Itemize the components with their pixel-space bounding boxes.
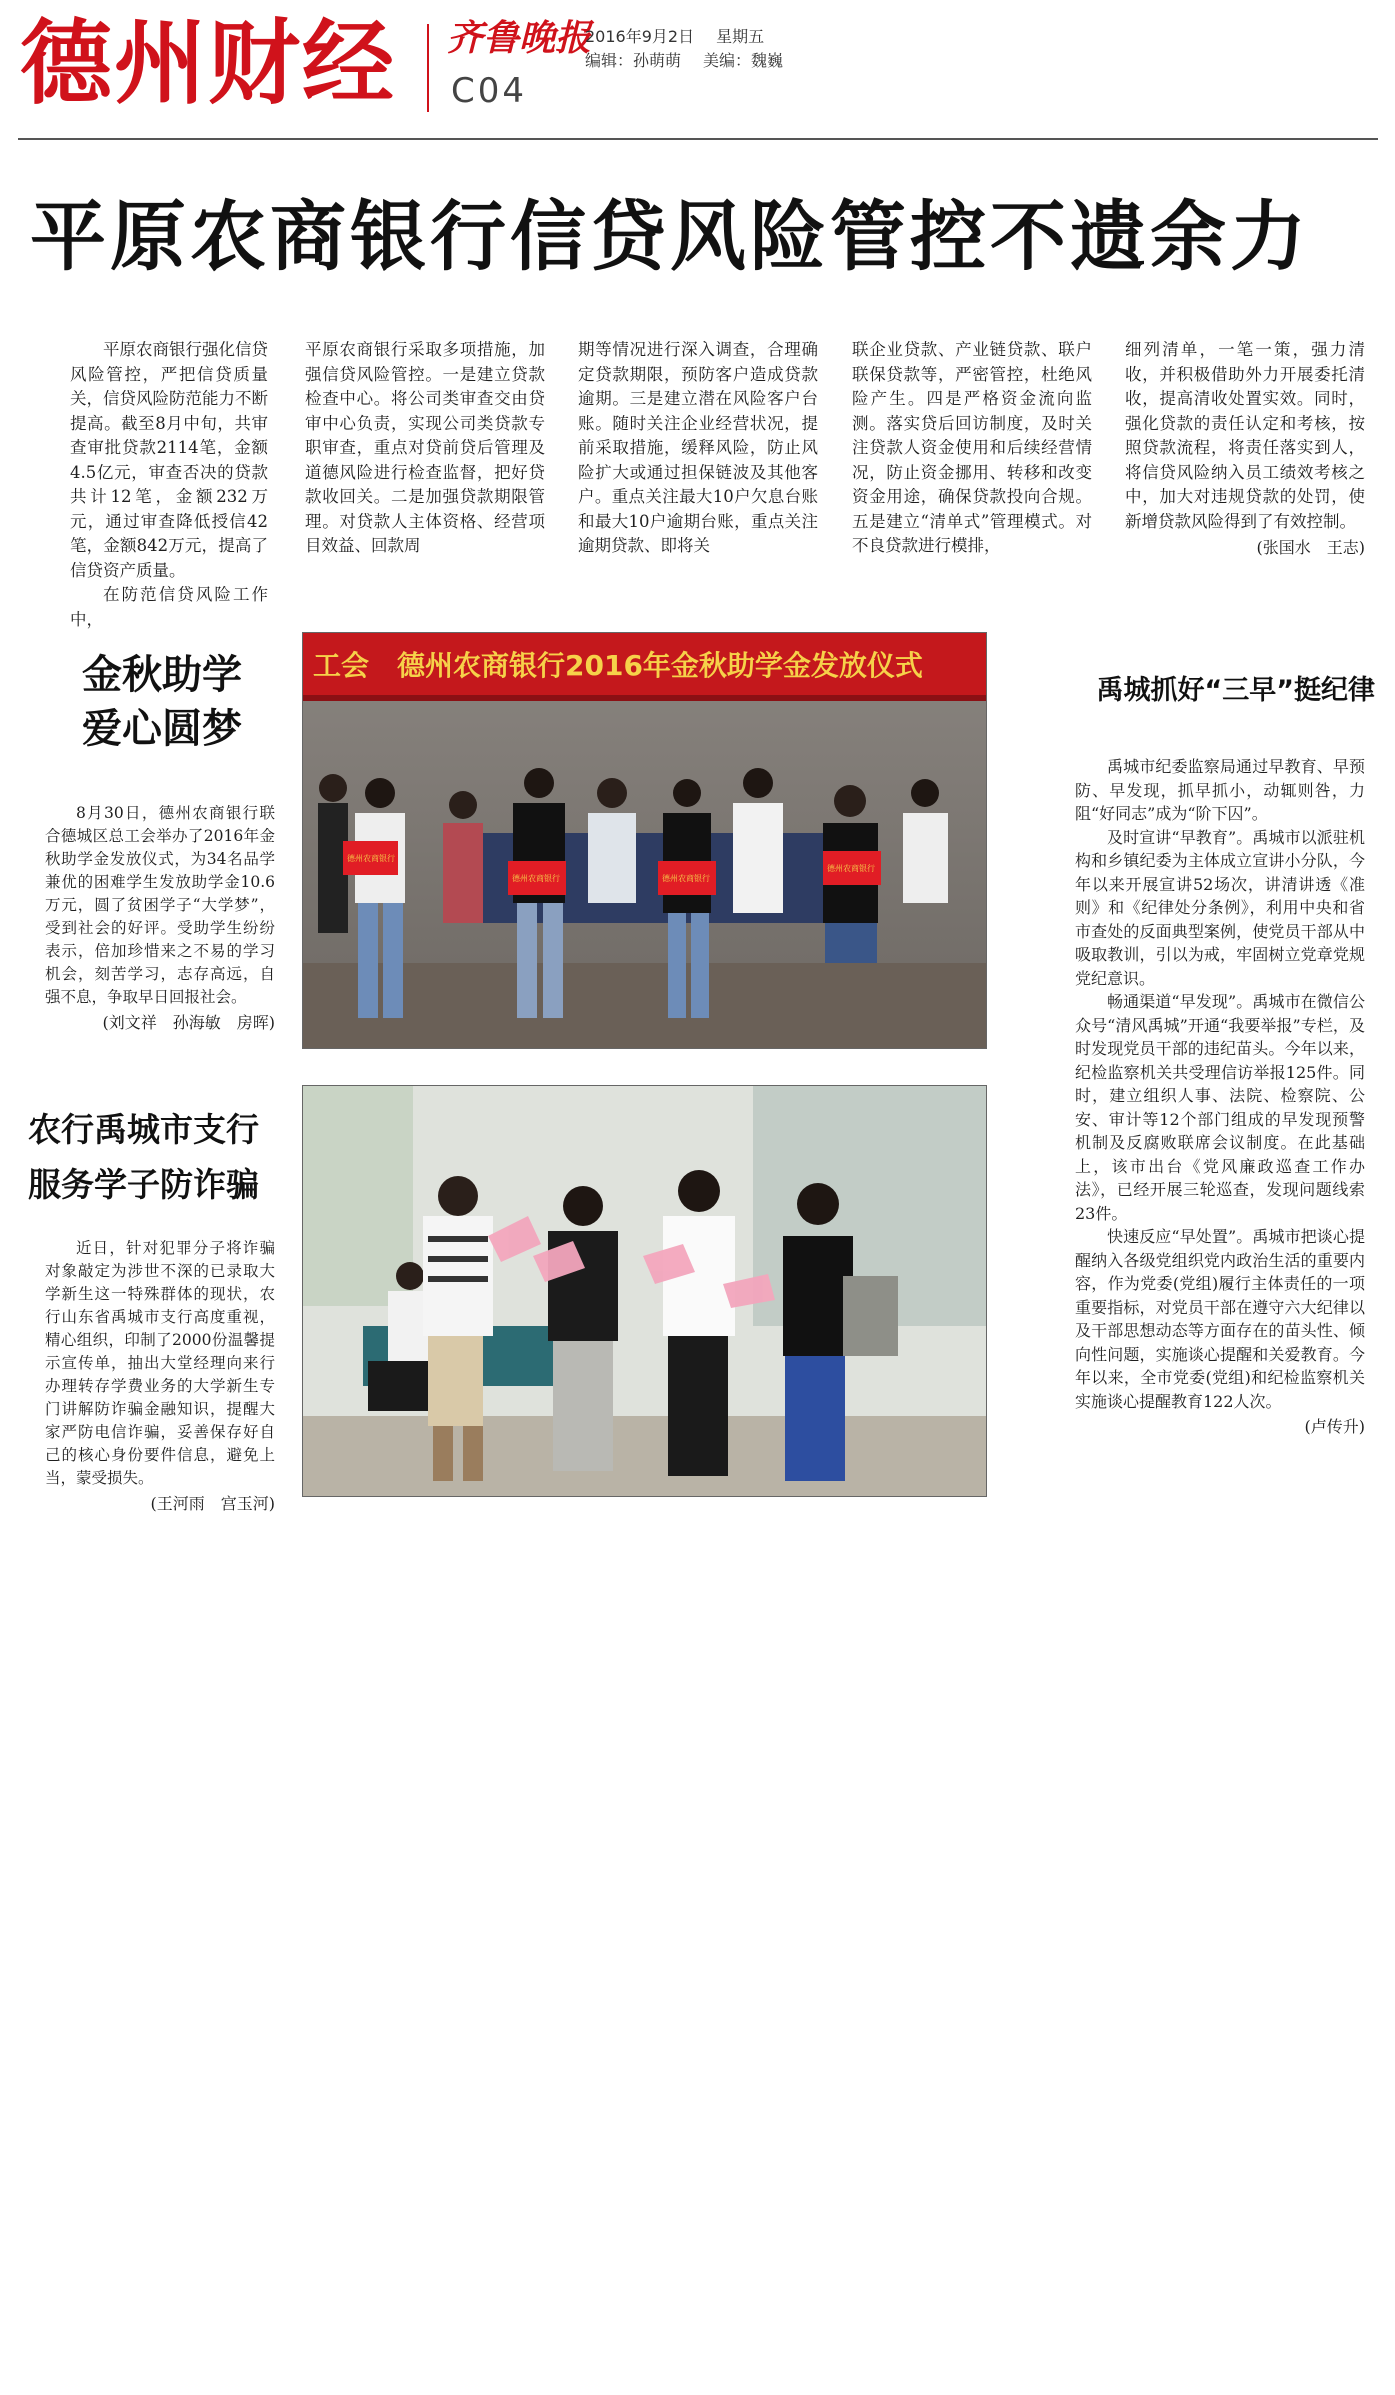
certificate-label-2: 德州农商银行 (512, 874, 560, 883)
story4-para4: 快速反应“早处置”。禹城市把谈心提醒纳入各级党组织党内政治生活的重要内容，作为党委(党组)履行主体责任的一项重要指标，对党员干部在遵守六大纪律以及干部思想动态等方面存在的苗头性、倾向性问题，实施谈心提醒和关爱教育。今年以来，全市党委(党组)和纪检监察机关实施谈心提醒教育122人次。 (1075, 1227, 1365, 1411)
certificate-label-3: 德州农商银行 (662, 874, 710, 883)
masthead-divider (427, 24, 429, 112)
bank-hall-photo-art (303, 1086, 986, 1496)
lead-col3-text: 期等情况进行深入调查，合理确定贷款期限，预防客户造成贷款逾期。三是建立潜在风险客户台账。随时关注企业经营状况，提前采取措施，缓释风险，防止风险扩大或通过担保链波及其他客户。重点关注最大10户欠息台账和最大10户逾期台账，重点关注逾期贷款、即将关 (578, 340, 818, 555)
story4-byline: (卢传升) (1304, 1417, 1365, 1436)
lead-column-1 (70, 338, 268, 632)
lead-col1-para2: 在防范信贷风险工作中， (70, 585, 268, 629)
lead-byline: (张国水 王志) (1256, 538, 1365, 557)
story2-text: 8月30日，德州农商银行联合德城区总工会举办了2016年金秋助学金发放仪式，为34名品学兼优的困难学生发放助学金10.6万元，圆了贫困学子“大学梦”，受到社会的好评。受助学生纷纷表示，倍加珍惜来之不易的学习机会，刻苦学习，志存高远，自强不息，争取早日回报社会。 (45, 804, 275, 1006)
date-line (585, 24, 786, 47)
story3-title-line2: 服务学子防诈骗 (28, 1164, 259, 1204)
ceremony-photo-art (303, 633, 986, 1048)
story3-title (28, 1108, 293, 1207)
page-number: C04 (451, 71, 528, 111)
lead-column-5 (1125, 338, 1365, 561)
story4-para1: 禹城市纪委监察局通过早教育、早预防、早发现，抓早抓小，动辄则咎，力阻“好同志”成为“阶下囚”。 (1075, 757, 1365, 823)
lead-column-3 (578, 338, 818, 559)
certificate-label-4: 德州农商银行 (827, 864, 875, 873)
story3-title-line1: 农行禹城市支行 (28, 1110, 259, 1149)
editor: 编辑：孙萌萌 (585, 51, 682, 70)
story4-body (1075, 755, 1365, 1439)
lead-column-4 (852, 338, 1092, 559)
story3-byline: (王河雨 宫玉河) (150, 1494, 275, 1513)
lead-col2-text: 平原农商银行采取多项措施，加强信贷风险管控。一是建立贷款检查中心。将公司类审查交由贷审中心负责，实现公司类贷款专职审查，重点对贷前贷后管理及道德风险进行检查监督，把好贷款收回关。二是加强贷款期限管理。对贷款人主体资格、经营项目效益、回款周 (305, 340, 545, 555)
story2-body (45, 802, 275, 1034)
certificate-label-1: 德州农商银行 (347, 854, 395, 863)
issue-date: 2016年9月2日 (585, 27, 695, 46)
newspaper-logo: 齐鲁晚报 (447, 17, 592, 59)
ceremony-banner-text: 工会 德州农商银行2016年金秋助学金发放仪式 (313, 649, 923, 682)
story4-title: 禹城抓好“三早”挺纪律 (1096, 675, 1375, 706)
story2-title-line2: 爱心圆梦 (82, 706, 242, 752)
ceremony-photo (302, 632, 987, 1049)
lead-col5-text: 细列清单，一笔一策，强力清收，并积极借助外力开展委托清收，提高清收处置实效。同时，强化贷款的责任认定和考核，按照贷款流程，将责任落实到人，将信贷风险纳入员工绩效考核之中，加大对违规贷款的处罚，使新增贷款风险得到了有效控制。 (1125, 340, 1365, 531)
story3-text: 近日，针对犯罪分子将诈骗对象敲定为涉世不深的已录取大学新生这一特殊群体的现状，农行山东省禹城市支行高度重视，精心组织，印制了2000份温馨提示宣传单，抽出大堂经理向来行办理转存学费业务的大学新生专门讲解防诈骗金融知识，提醒大家严防电信诈骗，妥善保存好自己的核心身份要件信息，避免上当，蒙受损失。 (45, 1239, 275, 1487)
lead-column-2 (305, 338, 545, 559)
editor-line (585, 48, 805, 71)
story2-title-line1: 金秋助学 (82, 652, 242, 698)
story2-title (62, 648, 262, 756)
section-title: 德州财经 (20, 10, 397, 117)
designer: 美编：魏巍 (703, 51, 784, 70)
story3-body (45, 1237, 275, 1515)
story2-byline: (刘文祥 孙海敏 房晖) (102, 1013, 275, 1032)
bank-hall-photo (302, 1085, 987, 1497)
weekday: 星期五 (716, 27, 765, 46)
lead-headline: 平原农商银行信贷风险管控不遗余力 (30, 192, 1310, 281)
masthead-rule (18, 138, 1378, 140)
lead-col4-text: 联企业贷款、产业链贷款、联户联保贷款等，严密管控，杜绝风险产生。四是严格资金流向监测。落实贷后回访制度，及时关注贷款人资金使用和后续经营情况，防止资金挪用、转移和改变资金用途，确保贷款投向合规。五是建立“清单式”管理模式。对不良贷款进行模排， (852, 340, 1092, 555)
story4-para3: 畅通渠道“早发现”。禹城市在微信公众号“清风禹城”开通“我要举报”专栏，及时发现党员干部的违纪苗头。今年以来，纪检监察机关共受理信访举报125件。同时，建立组织人事、法院、检察院、公安、审计等12个部门组成的早发现预警机制及反腐败联席会议制度。在此基础上，该市出台《党风廉政巡查工作办法》，已经开展三轮巡查，发现问题线索23件。 (1075, 992, 1365, 1223)
lead-col1-para1: 平原农商银行强化信贷风险管控，严把信贷质量关，信贷风险防范能力不断提高。截至8月中旬，共审查审批贷款2114笔，金额4.5亿元，审查否决的贷款共计12笔，金额232万元，通过审查降低授信42笔，金额842万元，提高了信贷资产质量。 (70, 340, 268, 580)
story4-para2: 及时宣讲“早教育”。禹城市以派驻机构和乡镇纪委为主体成立宣讲小分队，今年以来开展宣讲52场次，讲清讲透《准则》和《纪律处分条例》，利用中央和省市查处的反面典型案例，使党员干部从中吸取教训，引以为戒，牢固树立党章党规党纪意识。 (1075, 827, 1365, 988)
